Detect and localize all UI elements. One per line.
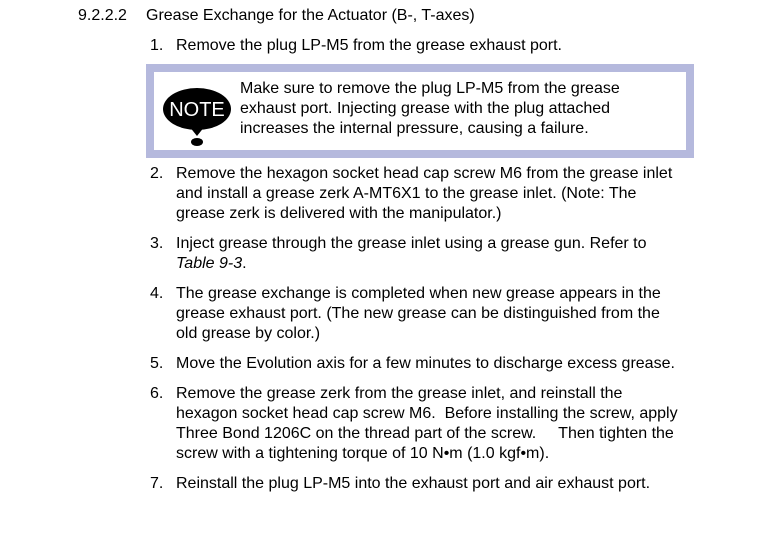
step-line: old grease by color.) (176, 325, 321, 342)
step-line: screw with a tightening torque of 10 N•m (1.0 kgf•m). (176, 445, 550, 462)
step-line: Inject grease through the grease inlet using a grease gun. Refer to (176, 235, 647, 252)
step-line: Reinstall the plug LP-M5 into the exhaust port and air exhaust port. (176, 475, 651, 492)
step-3 (150, 234, 710, 274)
note-line: increases the internal pressure, causing a failure. (240, 120, 589, 137)
note-icon (162, 84, 232, 146)
note-icon-label: NOTE (169, 99, 225, 121)
section-heading (78, 6, 475, 26)
step-5 (150, 354, 710, 374)
note-icon-dot (191, 138, 203, 146)
step-line: grease exhaust port. (The new grease can be distinguished from the (176, 305, 660, 322)
step-line (176, 254, 710, 274)
step-text (176, 284, 710, 344)
step-2 (150, 164, 710, 224)
table-reference-link[interactable]: Table 9-3 (176, 255, 243, 272)
note-line: Make sure to remove the plug LP-M5 from the grease (240, 80, 620, 97)
step-number: 4. (150, 285, 164, 302)
step-line: and install a grease zerk A-MT6X1 to the grease inlet. (Note: The (176, 185, 637, 202)
step-4 (150, 284, 710, 344)
step-line: Remove the hexagon socket head cap screw M6 from the grease inlet (176, 165, 673, 182)
step-6 (150, 384, 710, 464)
step-text (176, 474, 710, 494)
step-line: Remove the plug LP-M5 from the grease exhaust port. (176, 37, 562, 54)
step-text (176, 234, 710, 274)
note-line: exhaust port. Injecting grease with the plug attached (240, 100, 611, 117)
step-line: Remove the grease zerk from the grease inlet, and reinstall the (176, 385, 623, 402)
step-number: 7. (150, 475, 164, 492)
step-number: 1. (150, 37, 164, 54)
section-number: 9.2.2.2 (78, 7, 127, 24)
step-line: Three Bond 1206C on the thread part of the screw. Then tighten the (176, 425, 674, 442)
step-text (176, 354, 710, 374)
step-number: 6. (150, 385, 164, 402)
step-text (176, 164, 710, 224)
step-line: grease zerk is delivered with the manipulator.) (176, 205, 502, 222)
step-line: hexagon socket head cap screw M6. Before installing the screw, apply (176, 405, 678, 422)
note-icon-tail (189, 126, 205, 136)
section-title: Grease Exchange for the Actuator (B-, T-axes) (146, 7, 475, 24)
step-text (176, 384, 710, 464)
step-7 (150, 474, 710, 494)
step-text (176, 36, 710, 56)
step-line-suffix: . (242, 255, 247, 272)
step-number: 3. (150, 235, 164, 252)
step-number: 5. (150, 355, 164, 372)
step-line: The grease exchange is completed when new grease appears in the (176, 285, 661, 302)
step-1 (150, 36, 710, 56)
step-number: 2. (150, 165, 164, 182)
note-text (240, 79, 690, 139)
step-line: Move the Evolution axis for a few minutes to discharge excess grease. (176, 355, 675, 372)
note-box (146, 64, 694, 158)
